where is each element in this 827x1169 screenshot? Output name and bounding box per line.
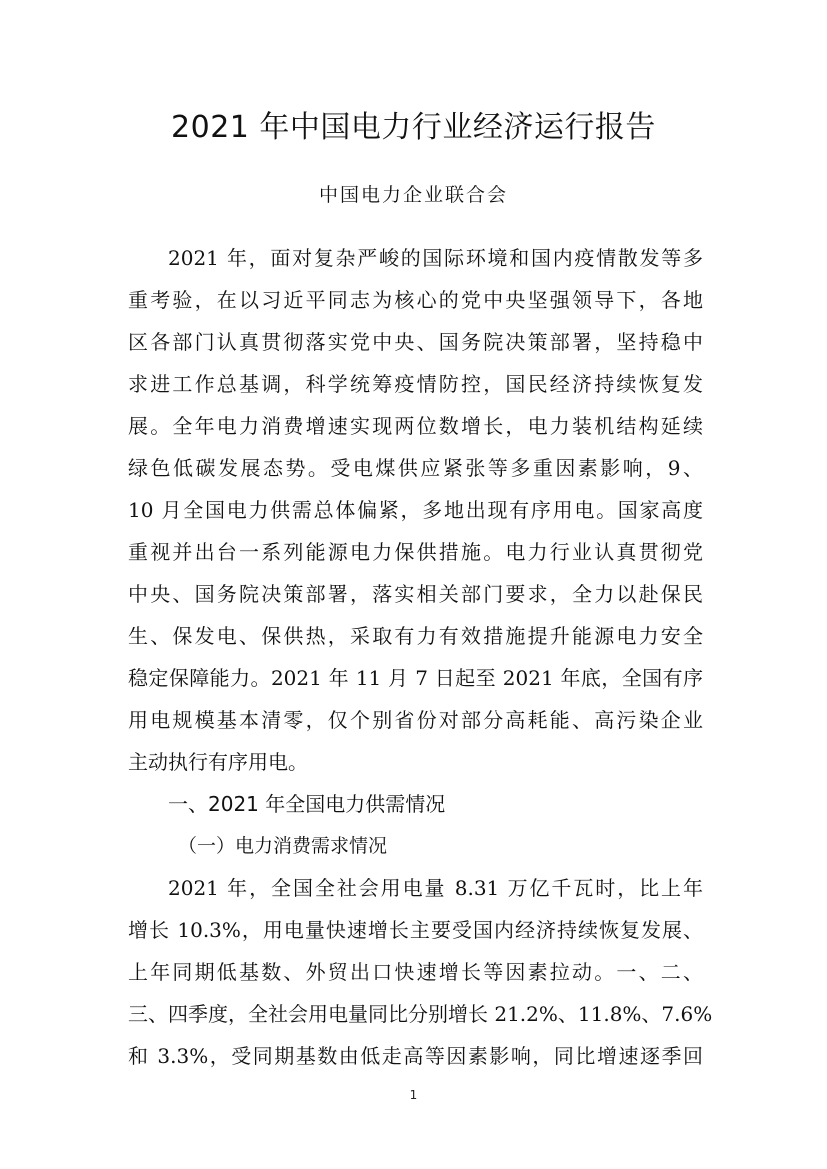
paragraph-line: 求进工作总基调，科学统筹疫情防控，国民经济持续恢复发 <box>128 372 703 396</box>
paragraph-line: 三、四季度，全社会用电量同比分别增长 21.2%、11.8%、7.6% <box>128 1002 713 1026</box>
paragraph-line: 生、保发电、保供热，采取有力有效措施提升能源电力安全 <box>128 624 703 648</box>
organization-name: 中国电力企业联合会 <box>318 184 508 206</box>
subsection-heading: （一）电力消费需求情况 <box>178 835 388 857</box>
paragraph-line: 绿色低碳发展态势。受电煤供应紧张等多重因素影响，9、 <box>128 456 703 480</box>
paragraph-line: 主动执行有序用电。 <box>128 750 308 774</box>
page-title: 2021 年中国电力行业经济运行报告 <box>171 110 656 145</box>
paragraph-line: 2021 年，面对复杂严峻的国际环境和国内疫情散发等多 <box>168 246 703 270</box>
paragraph-line: 中央、国务院决策部署，落实相关部门要求，全力以赴保民 <box>128 582 703 606</box>
paragraph-line: 区各部门认真贯彻落实党中央、国务院决策部署，坚持稳中 <box>128 330 703 354</box>
paragraph-line: 稳定保障能力。2021 年 11 月 7 日起至 2021 年底，全国有序 <box>128 666 703 690</box>
paragraph-line: 上年同期低基数、外贸出口快速增长等因素拉动。一、二、 <box>128 960 703 984</box>
paragraph-line: 增长 10.3%，用电量快速增长主要受国内经济持续恢复发展、 <box>128 918 703 942</box>
paragraph-line: 展。全年电力消费增速实现两位数增长，电力装机结构延续 <box>128 414 703 438</box>
paragraph-line: 和 3.3%，受同期基数由低走高等因素影响，同比增速逐季回 <box>128 1044 703 1068</box>
paragraph-line: 重视并出台一系列能源电力保供措施。电力行业认真贯彻党 <box>128 540 703 564</box>
paragraph-line: 用电规模基本清零，仅个别省份对部分高耗能、高污染企业 <box>128 708 703 732</box>
page-number: 1 <box>409 1088 418 1102</box>
paragraph-line: 重考验，在以习近平同志为核心的党中央坚强领导下，各地 <box>128 288 703 312</box>
section-heading: 一、2021 年全国电力供需情况 <box>168 792 446 816</box>
paragraph-line: 2021 年，全国全社会用电量 8.31 万亿千瓦时，比上年 <box>168 876 703 900</box>
paragraph-line: 10 月全国电力供需总体偏紧，多地出现有序用电。国家高度 <box>128 498 703 522</box>
